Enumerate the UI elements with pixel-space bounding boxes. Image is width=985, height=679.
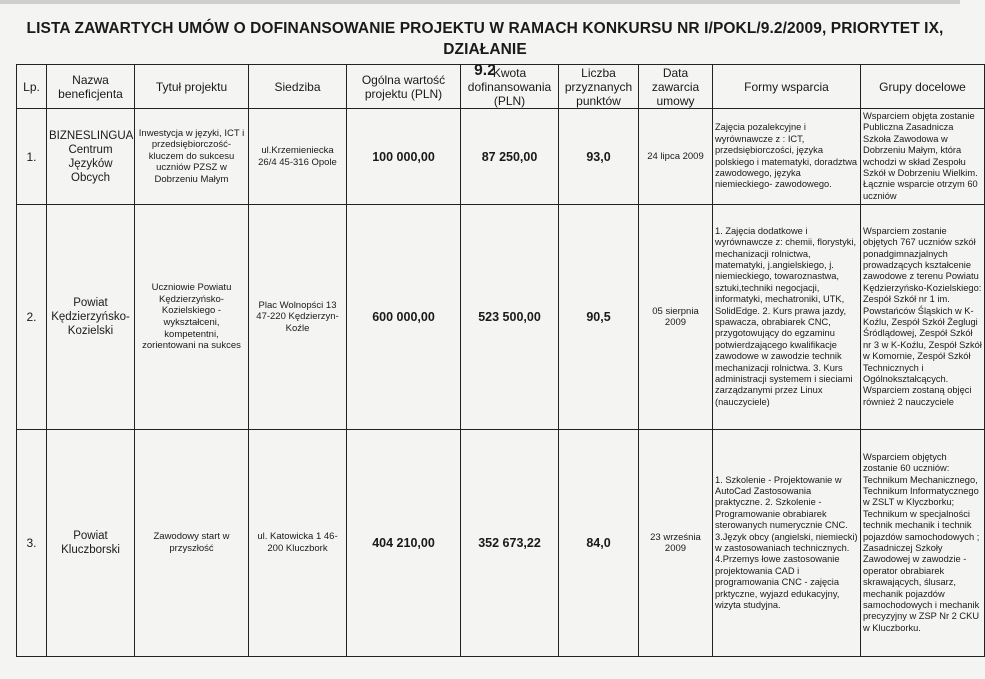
table-row [17, 430, 985, 657]
row-beneficiary: Powiat Kluczborski [47, 430, 135, 657]
row-project-title: Uczniowie Powiatu Kędzierzyńsko-Kozielskiego - wykształceni, kompetentni, zorientowani na sukces [135, 205, 249, 430]
col-header-date: Data zawarcia umowy [639, 65, 713, 109]
row-points: 90,5 [559, 205, 639, 430]
col-header-forms: Formy wsparcia [713, 65, 861, 109]
page-title-line2: 9.2 [474, 62, 496, 79]
row-beneficiary: BIZNESLINGUA Centrum Języków Obcych [47, 109, 135, 205]
col-header-seat: Siedziba [249, 65, 347, 109]
col-header-groups: Grupy docelowe [861, 65, 985, 109]
row-target-groups: Wsparciem objęta zostanie Publiczna Zasadnicza Szkoła Zawodowa w Dobrzeniu Małym, która wchodzi w skład Zespołu Szkół w Dobrzeniu Wielkim. Łącznie wsparcie otrzym 60 uczniów [861, 109, 985, 205]
row-contract-date: 24 lipca 2009 [639, 109, 713, 205]
table-row [17, 205, 985, 430]
row-points: 84,0 [559, 430, 639, 657]
col-header-lp: Lp. [17, 65, 47, 109]
col-header-total: Ogólna wartość projektu (PLN) [347, 65, 461, 109]
row-seat: ul. Katowicka 1 46-200 Kluczbork [249, 430, 347, 657]
row-support-forms: 1. Zajęcia dodatkowe i wyrównawcze z: chemii, florystyki, mechanizacji rolnictwa, matematyki, j.angielskiego, j. niemieckiego, towaroznastwa, sztuki,techniki negocjacji, informatyki, mechatroniki, UTK, SolidEdge. 2. Kurs prawa jazdy, spawacza, obrabiarek CNC, przygotowujący do egzaminu potwierdzającego kwalifikacje zawodowe w zawodzie technik mechanizacji rolnictwa. 3. Kurs administracji systemem i sieciami zarządzanymi przez Linux (nauczyciele) [713, 205, 861, 430]
row-support-forms: 1. Szkolenie - Projektowanie w AutoCad Zastosowania praktyczne. 2. Szkolenie - Programowanie obrabiarek sterowanych numerycznie CNC. 3.Język obcy (angielski, niemiecki) w zastosowaniach technicznych. 4.Przemys łowe zastosowanie projektowania CAD i programowania CNC - zajęcia prktyczne, wyjazd edukacyjny, wizyta studyjna. [713, 430, 861, 657]
row-lp: 1. [17, 109, 47, 205]
row-lp: 2. [17, 205, 47, 430]
row-project-title: Zawodowy start w przyszłość [135, 430, 249, 657]
col-header-grant: Kwota dofinansowania (PLN) [461, 65, 559, 109]
row-grant-amount: 352 673,22 [461, 430, 559, 657]
scan-edge [0, 0, 960, 4]
row-target-groups: Wsparciem objętych zostanie 60 uczniów: Technikum Mechanicznego, Technikum Informatycznego w ZSLT w Klyczborku; Technikum w specjalności technik mechanik i technik pojazdów samochodowych ; Zasadniczej Szkoły Zawodowej w zawodzie - operator obrabiarek skrawających, ślusarz, mechanik pojazdów samochodowych i mechanik precyzyjny w ZSP Nr 2 CKU w Kluczborku. [861, 430, 985, 657]
row-seat: ul.Krzemieniecka 26/4 45-316 Opole [249, 109, 347, 205]
table-row [17, 109, 985, 205]
col-header-name: Nazwa beneficjenta [47, 65, 135, 109]
row-support-forms: Zajęcia pozalekcyjne i wyrównawcze z : ICT, przedsiębiorczości, języka polskiego i matematyki, doradztwa zawodowego, języka niemieckiego- zawodowego. [713, 109, 861, 205]
row-target-groups: Wsparciem zostanie objętych 767 uczniów szkół ponadgimnazjalnych prowadzących kształcenie zawodowe z terenu Powiatu Kędzierzyńsko-Kozielskiego: Zespół Szkół nr 1 im. Powstańców Śląskich w K-Koźlu, Zespół Szkół Żeglugi Śródlądowej, Zespół Szkół nr 3 w K-Koźlu, Zespół Szkół w Komornie, Zespół Szkół Technicznych i Ogólnokształcących. Wsparciem zostaną objęci również 2 nauczyciele [861, 205, 985, 430]
col-header-title: Tytuł projektu [135, 65, 249, 109]
row-total-value: 404 210,00 [347, 430, 461, 657]
row-contract-date: 05 sierpnia 2009 [639, 205, 713, 430]
row-seat: Plac Wolnopści 13 47-220 Kędzierzyn-Koźle [249, 205, 347, 430]
col-header-points: Liczba przyznanych punktów [559, 65, 639, 109]
row-beneficiary: Powiat Kędzierzyńsko-Kozielski [47, 205, 135, 430]
row-grant-amount: 87 250,00 [461, 109, 559, 205]
row-total-value: 100 000,00 [347, 109, 461, 205]
row-lp: 3. [17, 430, 47, 657]
row-points: 93,0 [559, 109, 639, 205]
page-title-line1: LISTA ZAWARTYCH UMÓW O DOFINANSOWANIE PROJEKTU W RAMACH KONKURSU NR I/POKL/9.2/2009, PRIORYTET IX, DZIAŁANIE [26, 20, 944, 58]
header-row [17, 65, 985, 109]
row-total-value: 600 000,00 [347, 205, 461, 430]
row-grant-amount: 523 500,00 [461, 205, 559, 430]
row-contract-date: 23 września 2009 [639, 430, 713, 657]
contracts-table [16, 64, 985, 657]
row-project-title: Inwestycja w języki, ICT i przedsiębiorczość- kluczem do sukcesu uczniów PZSZ w Dobrzeniu Małym [135, 109, 249, 205]
